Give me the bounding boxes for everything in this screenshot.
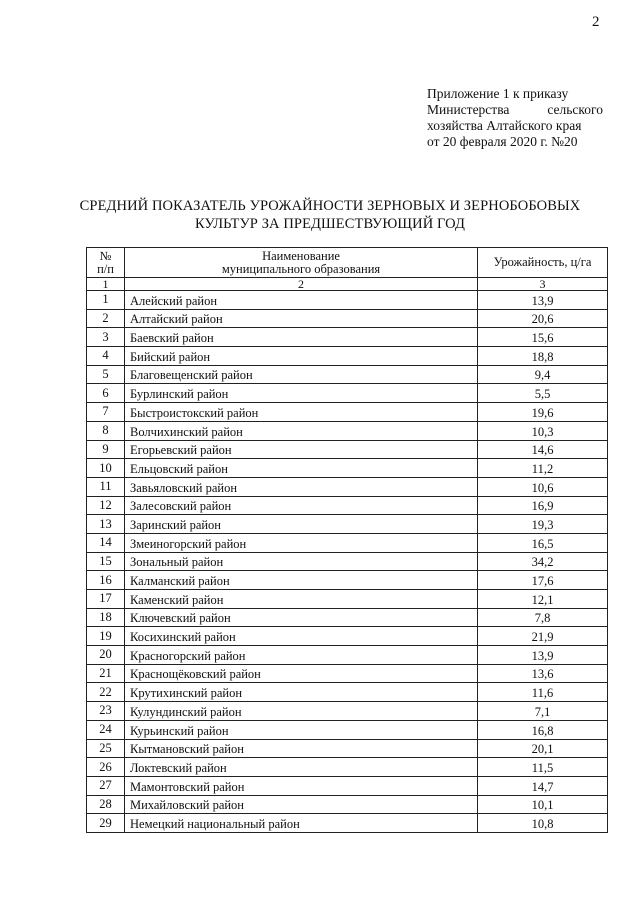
yield-value: 17,6 — [478, 571, 608, 590]
yield-value: 15,6 — [478, 328, 608, 347]
table-row — [87, 384, 608, 403]
table-row — [87, 403, 608, 422]
row-number: 9 — [87, 440, 125, 459]
table-row — [87, 496, 608, 515]
yield-value: 14,6 — [478, 440, 608, 459]
municipality-name: Завьяловский район — [125, 477, 478, 496]
row-number: 10 — [87, 459, 125, 478]
table-header-row — [87, 248, 608, 278]
table-row — [87, 552, 608, 571]
municipality-name: Ключевский район — [125, 608, 478, 627]
appendix-line-2 — [427, 102, 603, 118]
table-row — [87, 608, 608, 627]
yield-value: 16,9 — [478, 496, 608, 515]
row-number: 27 — [87, 776, 125, 795]
appendix-line-3: хозяйства Алтайского края — [427, 118, 582, 133]
row-number: 15 — [87, 552, 125, 571]
municipality-name: Курьинский район — [125, 720, 478, 739]
header-number — [87, 248, 125, 278]
table-row — [87, 814, 608, 833]
municipality-name: Локтевский район — [125, 758, 478, 777]
row-number: 22 — [87, 683, 125, 702]
header-yield: Урожайность, ц/га — [478, 248, 608, 278]
municipality-name: Каменский район — [125, 590, 478, 609]
table-row — [87, 291, 608, 310]
yield-value: 7,1 — [478, 702, 608, 721]
title-line-2: КУЛЬТУР ЗА ПРЕДШЕСТВУЮЩИЙ ГОД — [195, 216, 465, 232]
yield-value: 19,3 — [478, 515, 608, 534]
yield-value: 11,5 — [478, 758, 608, 777]
appendix-line-1: Приложение 1 к приказу — [427, 86, 569, 101]
row-number: 8 — [87, 421, 125, 440]
municipality-name: Быстроистокский район — [125, 403, 478, 422]
column-number-3: 3 — [478, 278, 608, 291]
municipality-name: Змеиногорский район — [125, 533, 478, 552]
yield-value: 10,8 — [478, 814, 608, 833]
table-row — [87, 477, 608, 496]
municipality-name: Мамонтовский район — [125, 776, 478, 795]
municipality-name: Бурлинский район — [125, 384, 478, 403]
municipality-name: Ельцовский район — [125, 459, 478, 478]
municipality-name: Заринский район — [125, 515, 478, 534]
municipality-name: Красногорский район — [125, 646, 478, 665]
yield-value: 13,9 — [478, 291, 608, 310]
row-number: 28 — [87, 795, 125, 814]
table-row — [87, 459, 608, 478]
header-number-line-2: п/п — [97, 261, 114, 276]
table-body — [87, 291, 608, 833]
row-number: 26 — [87, 758, 125, 777]
yield-value: 5,5 — [478, 384, 608, 403]
row-number: 5 — [87, 365, 125, 384]
table-row — [87, 571, 608, 590]
yield-value: 12,1 — [478, 590, 608, 609]
row-number: 25 — [87, 739, 125, 758]
row-number: 20 — [87, 646, 125, 665]
table-row — [87, 739, 608, 758]
row-number: 7 — [87, 403, 125, 422]
municipality-name: Крутихинский район — [125, 683, 478, 702]
header-municipality-line-1: Наименование — [262, 248, 340, 263]
yield-value: 10,3 — [478, 421, 608, 440]
municipality-name: Михайловский район — [125, 795, 478, 814]
municipality-name: Баевский район — [125, 328, 478, 347]
table-row — [87, 664, 608, 683]
yield-value: 7,8 — [478, 608, 608, 627]
row-number: 1 — [87, 291, 125, 310]
table-row — [87, 515, 608, 534]
yield-value: 34,2 — [478, 552, 608, 571]
header-municipality-line-2: муниципального образования — [221, 261, 381, 276]
title-line-1: СРЕДНИЙ ПОКАЗАТЕЛЬ УРОЖАЙНОСТИ ЗЕРНОВЫХ И ЗЕРНОБОБОВЫХ — [79, 198, 581, 214]
column-numbers-row — [87, 278, 608, 291]
municipality-name: Калманский район — [125, 571, 478, 590]
yield-value: 10,1 — [478, 795, 608, 814]
yield-value: 9,4 — [478, 365, 608, 384]
yield-value: 13,6 — [478, 664, 608, 683]
table-row — [87, 421, 608, 440]
municipality-name: Волчихинский район — [125, 421, 478, 440]
row-number: 11 — [87, 477, 125, 496]
appendix-note — [427, 86, 603, 150]
table-row — [87, 683, 608, 702]
appendix-line-2-right: сельского — [547, 102, 603, 117]
table-row — [87, 533, 608, 552]
appendix-line-4: от 20 февраля 2020 г. №20 — [427, 134, 578, 149]
municipality-name: Егорьевский район — [125, 440, 478, 459]
table-row — [87, 347, 608, 366]
column-number-2: 2 — [125, 278, 478, 291]
yield-value: 18,8 — [478, 347, 608, 366]
table-row — [87, 328, 608, 347]
row-number: 24 — [87, 720, 125, 739]
yield-value: 20,1 — [478, 739, 608, 758]
yield-value: 16,8 — [478, 720, 608, 739]
appendix-line-2-left: Министерства — [427, 102, 510, 117]
row-number: 21 — [87, 664, 125, 683]
yield-value: 14,7 — [478, 776, 608, 795]
table-row — [87, 776, 608, 795]
municipality-name: Кулундинский район — [125, 702, 478, 721]
yield-value: 20,6 — [478, 309, 608, 328]
yield-value: 21,9 — [478, 627, 608, 646]
page-number: 2 — [592, 14, 600, 30]
row-number: 12 — [87, 496, 125, 515]
yield-value: 13,9 — [478, 646, 608, 665]
row-number: 14 — [87, 533, 125, 552]
table-row — [87, 365, 608, 384]
header-municipality — [125, 248, 478, 278]
municipality-name: Зональный район — [125, 552, 478, 571]
row-number: 16 — [87, 571, 125, 590]
header-number-line-1: № — [99, 248, 112, 263]
row-number: 13 — [87, 515, 125, 534]
row-number: 29 — [87, 814, 125, 833]
row-number: 17 — [87, 590, 125, 609]
table-row — [87, 795, 608, 814]
row-number: 23 — [87, 702, 125, 721]
municipality-name: Залесовский район — [125, 496, 478, 515]
table-row — [87, 702, 608, 721]
yield-value: 19,6 — [478, 403, 608, 422]
municipality-name: Алейский район — [125, 291, 478, 310]
table-row — [87, 309, 608, 328]
table-row — [87, 440, 608, 459]
municipality-name: Бийский район — [125, 347, 478, 366]
municipality-name: Благовещенский район — [125, 365, 478, 384]
column-number-1: 1 — [87, 278, 125, 291]
municipality-name: Кытмановский район — [125, 739, 478, 758]
table-row — [87, 590, 608, 609]
row-number: 4 — [87, 347, 125, 366]
table-row — [87, 720, 608, 739]
document-title — [70, 197, 590, 233]
municipality-name: Алтайский район — [125, 309, 478, 328]
yield-value: 10,6 — [478, 477, 608, 496]
row-number: 19 — [87, 627, 125, 646]
yield-value: 11,2 — [478, 459, 608, 478]
row-number: 3 — [87, 328, 125, 347]
row-number: 2 — [87, 309, 125, 328]
table-row — [87, 646, 608, 665]
table-row — [87, 758, 608, 777]
yield-table — [86, 247, 608, 833]
row-number: 6 — [87, 384, 125, 403]
yield-value: 16,5 — [478, 533, 608, 552]
municipality-name: Краснощёковский район — [125, 664, 478, 683]
municipality-name: Косихинский район — [125, 627, 478, 646]
table-row — [87, 627, 608, 646]
yield-value: 11,6 — [478, 683, 608, 702]
row-number: 18 — [87, 608, 125, 627]
municipality-name: Немецкий национальный район — [125, 814, 478, 833]
